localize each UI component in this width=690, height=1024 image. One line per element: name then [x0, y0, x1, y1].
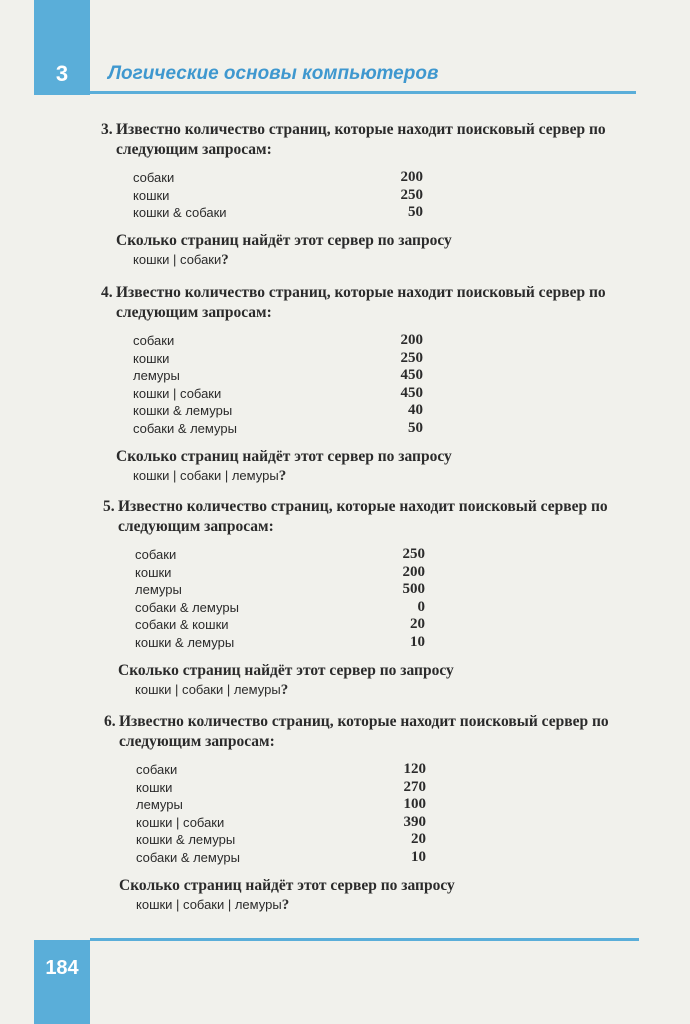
query-text: собаки & лемуры [136, 849, 240, 865]
query-row [101, 204, 606, 222]
query-table [103, 546, 608, 652]
query-text: лемуры [135, 582, 182, 598]
page-count: 390 [403, 813, 426, 830]
statement-line-1: Известно количество страниц, которые находит поисковый сервер по [116, 284, 606, 301]
query-table [101, 169, 606, 222]
query-row [104, 814, 609, 832]
problem-statement [103, 497, 608, 537]
page-count: 450 [400, 367, 423, 384]
query-row [104, 849, 609, 867]
statement-line-1: Известно количество страниц, которые находит поисковый сервер по [118, 498, 608, 515]
page-count: 10 [411, 848, 426, 865]
page-count: 100 [403, 796, 426, 813]
page-count: 50 [408, 204, 423, 221]
query-row [101, 350, 606, 368]
query-row [103, 564, 608, 582]
query-row [103, 546, 608, 564]
page-count: 450 [400, 384, 423, 401]
problem-6 [104, 712, 609, 914]
query-row [101, 385, 606, 403]
problem-3 [101, 120, 606, 269]
page-count: 250 [400, 186, 423, 203]
query-row [103, 599, 608, 617]
page-count: 120 [403, 761, 426, 777]
problem-number: 6. [104, 713, 116, 730]
question-text: Сколько страниц найдёт этот сервер по запросу [118, 661, 454, 679]
page-count: 50 [408, 419, 423, 436]
problem-number: 5. [103, 498, 115, 515]
footer-rule [90, 938, 639, 941]
query-row [103, 581, 608, 599]
question-text: Сколько страниц найдёт этот сервер по запросу [116, 231, 452, 249]
query-text: кошки & лемуры [135, 634, 235, 650]
final-query [101, 467, 606, 485]
query-text: собаки [133, 170, 175, 185]
problem-statement [101, 283, 606, 323]
page-number: 184 [45, 957, 79, 979]
statement-line-2: следующим запросам: [116, 304, 272, 321]
page-count: 10 [410, 633, 425, 650]
query-row [101, 367, 606, 385]
final-query-text: кошки | собаки | лемуры [136, 896, 282, 912]
statement-line-1: Известно количество страниц, которые находит поисковый сервер по [119, 713, 609, 730]
query-text: кошки & лемуры [133, 403, 233, 419]
page-count: 40 [408, 402, 423, 419]
page-count: 200 [402, 563, 425, 580]
query-row [101, 420, 606, 438]
final-query-mark: ? [278, 467, 287, 484]
page-count: 250 [402, 546, 425, 562]
page-count: 270 [403, 778, 426, 795]
chapter-title: Логические основы компьютеров [108, 63, 439, 84]
chapter-tab [34, 0, 90, 95]
problem-statement [104, 712, 609, 752]
final-query-text: кошки | собаки | лемуры [135, 681, 281, 697]
problem-number: 3. [101, 121, 113, 138]
query-text: кошки [135, 564, 172, 580]
statement-line-2: следующим запросам: [118, 518, 274, 535]
query-text: кошки [133, 187, 170, 203]
query-row [101, 402, 606, 420]
page-count: 20 [411, 831, 426, 848]
query-text: собаки & лемуры [135, 599, 239, 615]
statement-line-2: следующим запросам: [116, 141, 272, 158]
problem-number: 4. [101, 284, 113, 301]
query-table [101, 332, 606, 438]
query-row [103, 616, 608, 634]
chapter-number: 3 [55, 61, 69, 86]
final-query [104, 896, 609, 914]
query-text: лемуры [133, 368, 180, 384]
page-count: 500 [402, 581, 425, 598]
page-count: 200 [400, 332, 423, 348]
problem-5 [103, 497, 608, 699]
query-text: кошки [133, 350, 170, 366]
page-number-tab [34, 940, 90, 1024]
query-row [104, 779, 609, 797]
query-table [104, 761, 609, 867]
page-count: 0 [417, 598, 425, 615]
query-row [104, 796, 609, 814]
page-count: 200 [400, 169, 423, 185]
final-query-mark: ? [221, 251, 229, 268]
final-query [103, 681, 608, 699]
final-query [101, 251, 606, 269]
final-query-text: кошки | собаки [133, 251, 222, 267]
query-text: кошки | собаки [133, 385, 222, 401]
statement-line-2: следующим запросам: [119, 733, 275, 750]
page-count: 250 [400, 349, 423, 366]
question-text: Сколько страниц найдёт этот сервер по запросу [119, 876, 455, 894]
problem-statement [101, 120, 606, 160]
query-row [101, 332, 606, 350]
query-text: лемуры [136, 797, 183, 813]
query-text: кошки & лемуры [136, 832, 236, 848]
query-text: собаки [136, 762, 178, 777]
query-row [101, 187, 606, 205]
query-text: кошки [136, 779, 173, 795]
query-row [104, 761, 609, 779]
statement-line-1: Известно количество страниц, которые находит поисковый сервер по [116, 121, 606, 138]
query-text: собаки [133, 333, 175, 348]
query-text: собаки [135, 547, 177, 562]
query-row [103, 634, 608, 652]
problem-4 [101, 283, 606, 485]
query-text: собаки & кошки [135, 617, 229, 633]
query-row [101, 169, 606, 187]
header-rule [90, 91, 636, 94]
query-text: собаки & лемуры [133, 420, 237, 436]
query-text: кошки | собаки [136, 814, 225, 830]
final-query-text: кошки | собаки | лемуры [133, 467, 279, 483]
question-text: Сколько страниц найдёт этот сервер по запросу [116, 447, 452, 465]
final-query-mark: ? [281, 896, 290, 913]
query-text: кошки & собаки [133, 205, 227, 221]
query-row [104, 831, 609, 849]
final-query-mark: ? [280, 681, 289, 698]
page-count: 20 [410, 616, 425, 633]
